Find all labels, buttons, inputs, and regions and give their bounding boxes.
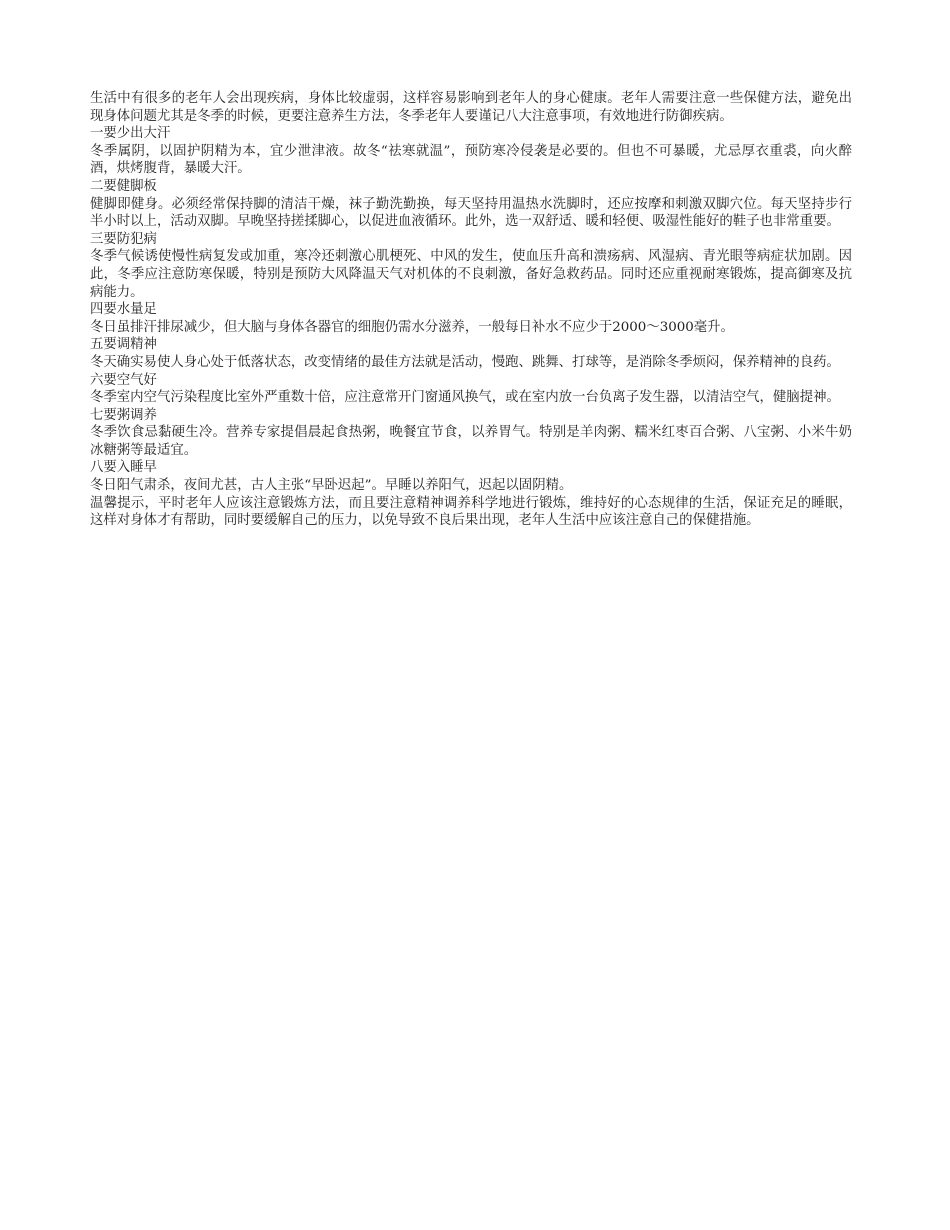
section-body-8: 冬日阳气肃杀，夜间尤甚，古人主张“早卧迟起”。早睡以养阳气，迟起以固阴精。 — [90, 478, 573, 494]
section-heading-8: 八要入睡早 — [90, 460, 157, 476]
section-body-5: 冬天确实易使人身心处于低落状态，改变情绪的最佳方法就是活动，慢跑、跳舞、打球等，是消除冬季烦闷，保养精神的良药。 — [90, 354, 840, 370]
section-body-6: 冬季室内空气污染程度比室外严重数十倍，应注意常开门窗通风换气，或在室内放一台负离子发生器，以清洁空气，健脑提神。 — [90, 390, 840, 406]
section-body-1: 冬季属阴，以固护阴精为本，宜少泄津液。故冬“祛寒就温”，预防寒冷侵袭是必要的。但也不可暴暖，尤忌厚衣重裘，向火醉酒，烘烤腹背，暴暖大汗。 — [90, 143, 852, 177]
section-heading-5: 五要调精神 — [90, 337, 157, 353]
section-heading-3: 三要防犯病 — [90, 231, 157, 247]
section-body-4: 冬日虽排汗排尿减少，但大脑与身体各器官的细胞仍需水分滋养，一般每日补水不应少于2000～3000毫升。 — [90, 319, 734, 335]
intro-paragraph: 生活中有很多的老年人会出现疾病，身体比较虚弱，这样容易影响到老年人的身心健康。老年人需要注意一些保健方法，避免出现身体问题尤其是冬季的时候，更要注意养生方法，冬季老年人要谨记八大注意事项，有效地进行防御疾病。 — [90, 91, 852, 124]
article — [90, 90, 852, 530]
section-heading-2: 二要健脚板 — [90, 178, 157, 194]
section-heading-1: 一要少出大汗 — [90, 126, 171, 142]
section-body-3: 冬季气候诱使慢性病复发或加重，寒冷还刺激心肌梗死、中风的发生，使血压升高和溃疡病、风湿病、青光眼等病症状加剧。因此，冬季应注意防寒保暖，特别是预防大风降温天气对机体的不良刺激，备好急救药品。同时还应重视耐寒锻炼，提高御寒及抗病能力。 — [90, 249, 852, 300]
section-heading-4: 四要水量足 — [90, 302, 157, 318]
section-heading-7: 七要粥调养 — [90, 407, 157, 423]
closing-paragraph: 温馨提示，平时老年人应该注意锻炼方法，而且要注意精神调养科学地进行锻炼，维持好的心态规律的生活，保证充足的睡眠，这样对身体才有帮助，同时要缓解自己的压力，以免导致不良后果出现，老年人生活中应该注意自己的保健措施。 — [90, 495, 852, 529]
section-body-2: 健脚即健身。必须经常保持脚的清洁干燥，袜子勤洗勤换，每天坚持用温热水洗脚时，还应按摩和刺激双脚穴位。每天坚持步行半小时以上，活动双脚。早晚坚持搓揉脚心，以促进血液循环。此外，选一双舒适、暖和轻便、吸湿性能好的鞋子也非常重要。 — [90, 196, 852, 230]
section-heading-6: 六要空气好 — [90, 372, 157, 388]
section-body-7: 冬季饮食忌黏硬生冷。营养专家提倡晨起食热粥，晚餐宜节食，以养胃气。特别是羊肉粥、糯米红枣百合粥、八宝粥、小米牛奶冰糖粥等最适宜。 — [90, 425, 852, 458]
